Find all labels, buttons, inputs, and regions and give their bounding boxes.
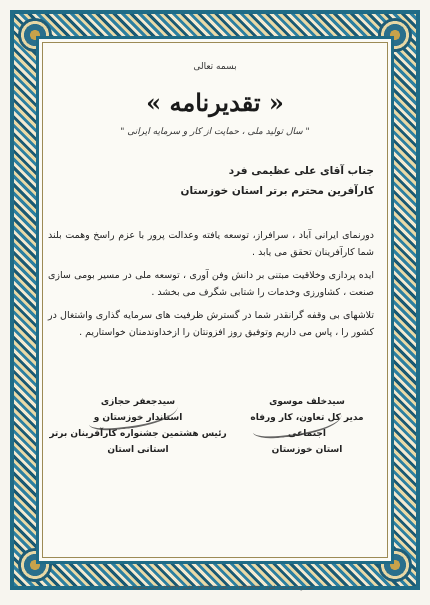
signatory-title: استاندار خوزستان و <box>93 413 183 423</box>
certificate-content <box>48 62 382 545</box>
signatory-name: سیدجعفر حجازی <box>100 397 176 407</box>
recipient-name: جناب آقای علی عظیمی فرد <box>228 165 374 177</box>
signature-right <box>242 394 372 458</box>
body-paragraph: دورنمای ایرانی آباد ، سرافراز، توسعه یافته وعدالت پرور با عزم راسخ وهمت بلند شما کارآفرینان تحقق می یابد . <box>48 230 374 258</box>
body-paragraph: تلاشهای بی وقفه گرانقدر شما در گسترش ظرفیت های سرمایه گذاری واشتغال در کشور را ، پاس می داریم وتوفیق روز افزونتان را ازخداوندمنان خواستاریم . <box>48 310 374 338</box>
recipient-title: کارآفرین محترم برتر استان خوزستان <box>180 185 374 197</box>
signatory-name: سیدخلف موسوی <box>269 397 345 407</box>
signature-left <box>48 394 228 458</box>
year-motto: " سال تولید ملی ، حمایت از کار و سرمایه ایرانی " <box>120 127 310 137</box>
printer-footer: نشر وچاپ جدید - اهواز - ۰۶۱۳۳۳۳۳۳۳ - تلفن ۳۳۳۳۳۳۳ - فکس ۳۳۳۳۳۳ - چاپ محفوظ - ۲۰۱۳ <box>116 585 314 591</box>
signatory-role: رئیس هشتمین جشنواره کارآفرینان برتر استانی استان <box>49 429 227 455</box>
certificate-title: « تقدیرنامه » <box>146 88 284 117</box>
body-paragraph: ایده پردازی وخلاقیت مبتنی بر دانش وفن آوری ، توسعه ملی در مسیر بومی سازی صنعت ، کشاورزی وخدمات را شتابی شگرف می بخشد . <box>48 270 374 298</box>
basmala: بسمه تعالی <box>193 62 237 72</box>
signature-block <box>48 394 382 474</box>
signatory-title: مدیر کل تعاون، کار ورفاه اجتماعی <box>250 413 364 439</box>
signatory-region: استان خوزستان <box>271 445 343 455</box>
